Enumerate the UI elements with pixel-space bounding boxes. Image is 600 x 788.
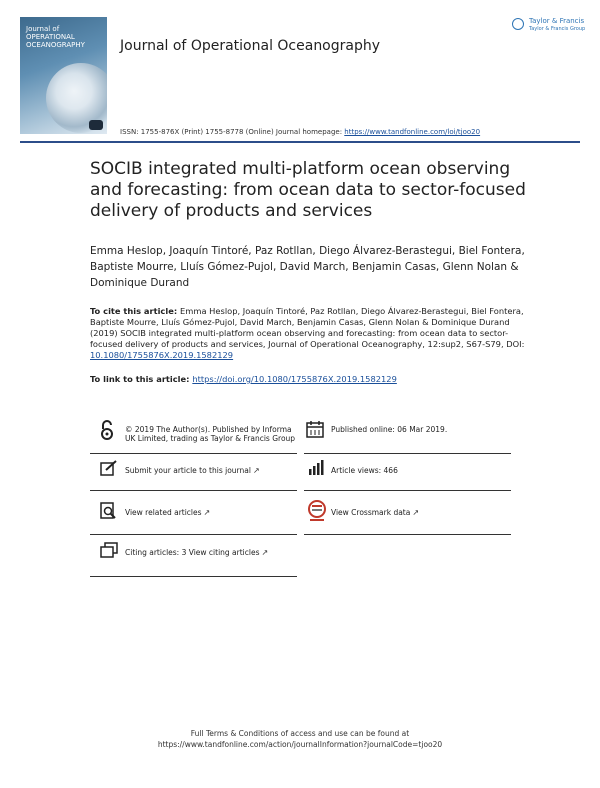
grid-divider	[304, 453, 511, 454]
issn-text: ISSN: 1755-876X (Print) 1755-8778 (Online) Journal homepage:	[120, 128, 345, 136]
related-search-icon	[100, 502, 117, 524]
grid-divider	[90, 490, 297, 491]
article-authors: Emma Heslop, Joaquín Tintoré, Paz Rotllan, Diego Álvarez-Berastegui, Biel Fontera, Baptiste Mourre, Lluís Gómez-Pujol, David March, Benjamin Casas, Glenn Nolan & Dominique Durand	[90, 245, 525, 289]
footer-terms-url[interactable]: https://www.tandfonline.com/action/journalInformation?journalCode=tjoo20	[157, 740, 443, 749]
grid-divider	[90, 534, 297, 535]
taylor-francis-logo-icon	[512, 18, 524, 30]
citation-label: To cite this article:	[90, 306, 181, 316]
citing-articles-icon	[100, 542, 118, 562]
footer-terms-text: Full Terms & Conditions of access and use can be found at	[190, 729, 410, 738]
external-link-icon: ↗	[252, 466, 260, 475]
grid-divider	[304, 490, 511, 491]
grid-divider	[90, 453, 297, 454]
published-date: Published online: 06 Mar 2019.	[331, 425, 448, 434]
open-access-icon	[100, 420, 114, 444]
citing-articles-label: Citing articles: 3 View citing articles	[125, 548, 260, 557]
publisher-name: Taylor & Francis	[529, 17, 585, 25]
cover-logo	[89, 120, 103, 130]
external-link-icon: ↗	[261, 548, 269, 557]
article-link-label: To link to this article:	[90, 374, 193, 384]
journal-cover-image	[20, 17, 107, 134]
crossmark-icon	[307, 500, 327, 526]
crossmark-link[interactable]	[331, 508, 419, 517]
license-text: © 2019 The Author(s). Published by Informa UK Limited, trading as Taylor & Francis Group	[125, 425, 296, 443]
article-views: Article views: 466	[331, 466, 398, 475]
citation-doi-link[interactable]: 10.1080/1755876X.2019.1582129	[90, 350, 234, 360]
journal-title[interactable]: Journal of Operational Oceanography	[120, 38, 381, 54]
article-link-row	[90, 374, 397, 384]
bar-chart-icon	[308, 460, 326, 480]
article-doi-url[interactable]: https://doi.org/10.1080/1755876X.2019.1582129	[192, 374, 397, 384]
calendar-icon	[306, 420, 324, 442]
citation	[90, 306, 530, 361]
external-link-icon: ↗	[203, 508, 211, 517]
publisher-group: Taylor & Francis Group	[529, 26, 586, 32]
related-articles-link[interactable]	[125, 508, 210, 517]
edit-icon	[100, 460, 118, 480]
submit-article-label: Submit your article to this journal	[125, 466, 251, 475]
footer	[0, 728, 600, 750]
header-rule	[20, 141, 580, 143]
citation-text: Emma Heslop, Joaquín Tintoré, Paz Rotllan, Diego Álvarez-Berastegui, Biel Fontera, Baptiste Mourre, Lluís Gómez-Pujol, David March, Benjamin Casas, Glenn Nolan & Dominique Durand (2019) SOCIB integrated multi-platform ocean observing and forecasting: from ocean data to sector-focused delivery of products and services, Journal of Operational Oceanography, 12:sup2, S67-S79, DOI:	[90, 306, 525, 349]
grid-divider	[90, 576, 297, 577]
article-title: SOCIB integrated multi-platform ocean observing and forecasting: from ocean data to sector-focused delivery of products and services	[90, 159, 526, 221]
issn-line	[120, 128, 480, 136]
grid-divider	[304, 534, 511, 535]
taylor-francis-logo-text	[529, 17, 585, 33]
journal-homepage-link[interactable]: https://www.tandfonline.com/loi/tjoo20	[344, 128, 481, 136]
citing-articles-link[interactable]	[125, 548, 268, 557]
related-articles-label: View related articles	[125, 508, 202, 517]
crossmark-label: View Crossmark data	[331, 508, 411, 517]
cover-title: Journal of OPERATIONAL OCEANOGRAPHY	[26, 25, 85, 49]
submit-article-link[interactable]	[125, 466, 260, 475]
external-link-icon: ↗	[412, 508, 420, 517]
